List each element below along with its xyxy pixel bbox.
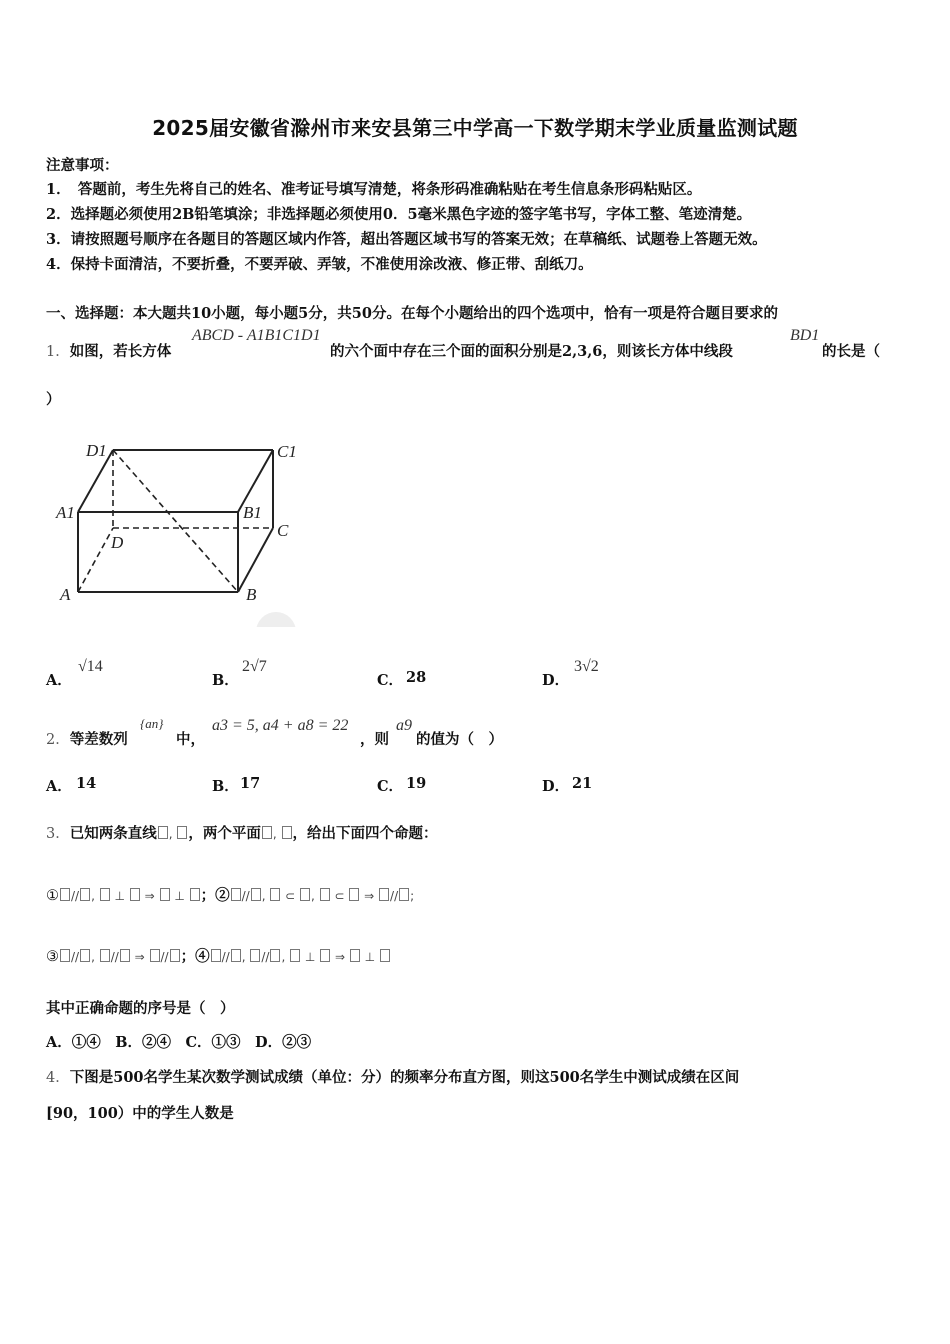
question-1-box-formula: ABCD - A1B1C1D1 [192,327,321,344]
question-1-option-a-label[interactable]: A． [46,672,72,689]
question-1-option-a-value: √14 [78,658,103,675]
label-a: A [60,585,71,604]
question-2-option-a-value: 14 [76,775,97,792]
marker-3: ③ [46,949,59,965]
question-3-number: 3． [46,826,70,842]
page-title: 2025届安徽省滁州市来安县第三中学高一下数学期末学业质量监测试题 [152,116,798,140]
question-1-option-d-value: 3√2 [574,658,599,675]
question-1-option-d-label[interactable]: D． [542,672,570,689]
proposition-1: // , ⊥ ⇒ ⊥ [59,889,201,903]
question-2-part4: 的值为（ ） [416,731,503,748]
question-1-option-c-value: 28 [406,669,427,686]
propositions-row-2 [46,945,391,966]
question-2-option-b-value: 17 [240,775,261,792]
question-3-text [46,822,438,843]
proposition-2: // , ⊂ , ⊂ ⇒ // ; [230,889,415,903]
question-2-part2: 中， [176,731,205,748]
question-1-option-c-label[interactable]: C． [377,672,404,689]
notice-item-4: 4．保持卡面清洁，不要折叠，不要弄破、弄皱，不准使用涂改液、修正带、刮纸刀。 [46,256,593,273]
question-1-part3: 的长是（ [822,343,880,360]
section-heading: 一、选择题：本大题共10小题，每小题5分，共50分。在每个小题给出的四个选项中，恰有一项是符合题目要求的 [46,305,778,322]
question-2-target: a9 [396,717,412,734]
question-2-option-d-value: 21 [572,775,593,792]
question-2-option-c-value: 19 [406,775,427,792]
question-1-part1: 如图，若长方体 [69,343,172,360]
question-2-option-c-label[interactable]: C． [377,778,404,795]
question-1-number: 1． [46,344,70,360]
question-4-text [46,1066,739,1087]
cuboid-figure [50,432,310,627]
question-4-number: 4． [46,1070,70,1086]
question-3-options[interactable]: A．①④ B．②④ C．①③ D．②③ [46,1034,312,1051]
proposition-3: // , // ⇒ // [59,950,181,964]
question-1-segment: BD1 [790,327,820,344]
propositions-row-1 [46,884,414,905]
question-2-text [46,728,128,749]
question-3-part2: ，两个平面 [188,825,261,842]
question-4-line2: [90，100）中的学生人数是 [46,1105,234,1122]
lines-symbols: , [157,827,189,841]
question-4-line1: 下图是500名学生某次数学测试成绩（单位：分）的频率分布直方图，则这500名学生中测试成绩在区间 [69,1069,740,1086]
question-3-prompt: 其中正确命题的序号是（ ） [46,1000,235,1017]
question-2-sequence: {an} [140,716,164,731]
label-b: B [246,585,257,604]
marker-4: ；④ [180,948,210,965]
label-d1: D1 [86,441,107,460]
question-1-part4: ） [46,391,61,408]
question-3-part1: 已知两条直线 [69,825,157,842]
question-1-part2: 的六个面中存在三个面的面积分别是2,3,6，则该长方体中线段 [330,343,733,360]
label-c1: C1 [277,442,297,461]
question-2-option-d-label[interactable]: D． [542,778,570,795]
question-2-number: 2． [46,732,70,748]
question-1-option-b-value: 2√7 [242,658,267,675]
planes-symbols: , [261,827,293,841]
notice-heading: 注意事项： [46,157,119,174]
notice-item-1: 1． 答题前，考生先将自己的姓名、准考证号填写清楚，将条形码准确粘贴在考生信息条形码粘贴区。 [46,181,702,198]
proposition-4: // , // , ⊥ ⇒ ⊥ [210,950,391,964]
notice-item-3: 3．请按照题号顺序在各题目的答题区域内作答，超出答题区域书写的答案无效；在草稿纸、试题卷上答题无效。 [46,231,767,248]
question-3-part3: ，给出下面四个命题： [292,825,438,842]
question-2-part1: 等差数列 [69,731,128,748]
label-b1: B1 [243,503,262,522]
question-1-option-b-label[interactable]: B． [212,672,239,689]
marker-2: ；② [200,887,230,904]
label-c: C [277,521,289,540]
question-2-option-a-label[interactable]: A． [46,778,72,795]
notice-item-2: 2．选择题必须使用2B铅笔填涂；非选择题必须使用0．5毫米黑色字迹的签字笔书写，字体工整、笔迹清楚。 [46,206,752,223]
question-1-text [46,340,171,361]
label-a1: A1 [56,503,75,522]
question-2-condition: a3 = 5, a4 + a8 = 22 [212,717,349,734]
question-2-part3: ，则 [360,731,389,748]
label-d: D [111,533,124,552]
question-2-option-b-label[interactable]: B． [212,778,239,795]
marker-1: ① [46,888,59,904]
